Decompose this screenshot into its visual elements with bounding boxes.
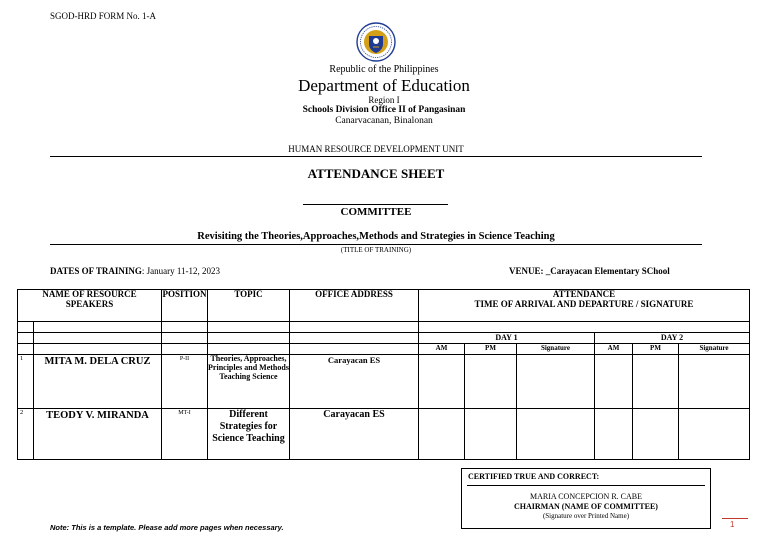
row-number: 2 — [18, 409, 34, 460]
attendance-table — [17, 289, 750, 460]
dates-value: : January 11-12, 2023 — [141, 266, 221, 276]
day1-am-cell[interactable] — [419, 355, 465, 409]
speaker-position: P-II — [162, 355, 208, 409]
certification-title: CERTIFIED TRUE AND CORRECT: — [468, 472, 600, 481]
day2-signature-cell[interactable] — [679, 355, 750, 409]
division-address: Canarvacanan, Binalonan — [335, 116, 433, 127]
table-day-row — [18, 333, 750, 344]
certifier-role: CHAIRMAN (NAME OF COMMITTEE) — [514, 502, 658, 511]
day2-label: DAY 2 — [595, 333, 750, 344]
speaker-name: TEODY V. MIRANDA — [34, 409, 162, 460]
template-note: Note: This is a template. Please add more pages when necessary. — [50, 523, 284, 532]
header-topic: TOPIC — [208, 290, 290, 322]
day2-pm-cell[interactable] — [633, 409, 679, 460]
division-name: Schools Division Office II of Pangasinan — [302, 105, 466, 116]
header-divider — [50, 156, 702, 157]
page-number-rule — [722, 518, 748, 519]
day2-am: AM — [595, 344, 633, 355]
header-position: POSITION — [162, 290, 208, 322]
header-office: OFFICE ADDRESS — [290, 290, 419, 322]
table-session-row — [18, 344, 750, 355]
region-text: Region I — [368, 95, 400, 106]
day2-am-cell[interactable] — [595, 355, 633, 409]
day2-pm-cell[interactable] — [633, 355, 679, 409]
day2-pm: PM — [633, 344, 679, 355]
republic-text: Republic of the Philippines — [329, 64, 439, 75]
header-name: NAME OF RESOURCE SPEAKERS — [18, 290, 162, 322]
speaker-position: MT-I — [162, 409, 208, 460]
certification-divider — [467, 485, 705, 486]
day1-signature: Signature — [517, 344, 595, 355]
row-number: 1 — [18, 355, 34, 409]
speaker-topic: Theories, Approaches, Principles and Methods Teaching Science — [208, 355, 290, 409]
page-number: 1 — [730, 520, 735, 529]
table-header-row — [18, 290, 750, 322]
day1-pm: PM — [465, 344, 517, 355]
training-title-caption: (TITLE OF TRAINING) — [340, 246, 412, 254]
attendance-label: ATTENDANCE — [552, 289, 616, 299]
day1-signature-cell[interactable] — [517, 409, 595, 460]
table-row — [18, 409, 750, 460]
deped-seal-icon — [356, 22, 396, 62]
speaker-topic: Different Strategies for Science Teaching — [208, 409, 290, 460]
day1-pm-cell[interactable] — [465, 409, 517, 460]
department-name: Department of Education — [298, 75, 470, 95]
table-spacer-row — [18, 322, 750, 333]
unit-name: HUMAN RESOURCE DEVELOPMENT UNIT — [288, 144, 464, 154]
certifier-name: MARIA CONCEPCION R. CABE — [529, 492, 642, 501]
speaker-name: MITA M. DELA CRUZ — [34, 355, 162, 409]
header-attendance — [419, 290, 750, 322]
training-dates — [50, 266, 220, 276]
attendance-sublabel: TIME OF ARRIVAL AND DEPARTURE / SIGNATURE — [474, 298, 694, 309]
letterhead — [0, 64, 768, 127]
sheet-title: ATTENDANCE SHEET — [307, 166, 445, 181]
training-title-underline — [50, 244, 702, 245]
speaker-office: Carayacan ES — [290, 409, 419, 460]
speaker-office: Carayacan ES — [290, 355, 419, 409]
day1-signature-cell[interactable] — [517, 355, 595, 409]
day1-pm-cell[interactable] — [465, 355, 517, 409]
venue-text: VENUE: _Carayacan Elementary SChool — [509, 266, 670, 276]
form-number: SGOD-HRD FORM No. 1-A — [50, 11, 157, 21]
day1-am-cell[interactable] — [419, 409, 465, 460]
day2-signature-cell[interactable] — [679, 409, 750, 460]
day2-am-cell[interactable] — [595, 409, 633, 460]
dates-label: DATES OF TRAINING — [50, 266, 142, 276]
training-title: Revisiting the Theories,Approaches,Methods and Strategies in Science Teaching — [197, 231, 555, 242]
certification-box — [461, 468, 711, 529]
table-row — [18, 355, 750, 409]
committee-blank-line — [303, 204, 448, 205]
day1-am: AM — [419, 344, 465, 355]
day1-label: DAY 1 — [419, 333, 595, 344]
signature-caption: (Signature over Printed Name) — [542, 512, 630, 520]
day2-signature: Signature — [679, 344, 750, 355]
committee-label: COMMITTEE — [340, 206, 412, 218]
